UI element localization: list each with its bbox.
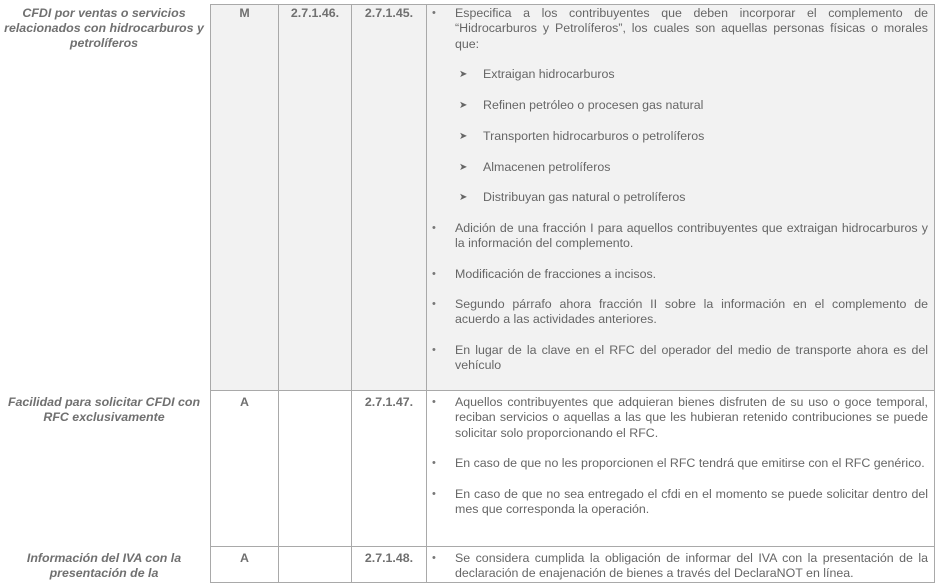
- list-item: • Modificación de fracciones a incisos.: [427, 267, 928, 282]
- table-row: [0, 391, 935, 547]
- rule-new-number: 2.7.1.45.: [352, 5, 427, 391]
- list-item: [427, 6, 928, 206]
- bullet-list: [427, 395, 928, 517]
- rule-new-number: 2.7.1.47.: [352, 391, 427, 547]
- bullet-text: Especifica a los contribuyentes que deben incorporar el complemento de “Hidrocarburos y Petrolíferos”, los cuales son aquellas personas físicas o morales que:: [455, 6, 928, 51]
- list-item: • En lugar de la clave en el RFC del operador del medio de transporte ahora es del vehículo: [427, 343, 928, 374]
- sub-list-item: ➤ Refinen petróleo o procesen gas natural: [459, 98, 704, 113]
- sub-list-item: ➤ Distribuyan gas natural o petrolíferos: [459, 190, 686, 205]
- arrowhead-right-icon: ➤: [459, 69, 468, 81]
- rule-old-number: [279, 547, 352, 583]
- table-row: [0, 5, 935, 391]
- row-topic: Facilidad para solicitar CFDI con RFC exclusivamente: [7, 394, 201, 424]
- rules-table: [0, 4, 935, 583]
- change-type: A: [211, 547, 279, 583]
- list-item: • Se considera cumplida la obligación de informar del IVA con la presentación de la declaración de enajenación de bienes a través del DeclaraNOT en línea.: [427, 551, 928, 582]
- rule-old-number: [279, 391, 352, 547]
- list-item: • Adición de una fracción I para aquellos contribuyentes que extraigan hidrocarburos y la información del complemento.: [427, 221, 928, 252]
- arrowhead-right-icon: ➤: [459, 100, 468, 112]
- sub-list: [455, 67, 928, 206]
- bullet-list: [427, 6, 928, 374]
- rule-new-number: 2.7.1.48.: [352, 547, 427, 583]
- rule-old-number: 2.7.1.46.: [279, 5, 352, 391]
- table-row: [0, 547, 935, 583]
- arrowhead-right-icon: ➤: [459, 161, 468, 173]
- arrowhead-right-icon: ➤: [459, 130, 468, 142]
- arrowhead-right-icon: ➤: [459, 192, 468, 204]
- list-item: • Aquellos contribuyentes que adquieran bienes disfruten de su uso o goce temporal, reciban servicios o aquellas a las que les hubieran retenido contribuciones se puede solicitar solo proporcionando el RFC.: [427, 395, 928, 441]
- list-item: • En caso de que no les proporcionen el RFC tendrá que emitirse con el RFC genérico.: [427, 456, 928, 471]
- rule-description: [427, 547, 935, 583]
- list-item: • Segundo párrafo ahora fracción II sobre la información en el complemento de acuerdo a las actividades anteriores.: [427, 297, 928, 328]
- sub-list-item: ➤ Almacenen petrolíferos: [459, 159, 611, 174]
- row-topic: Información del IVA con la presentación de la: [26, 550, 182, 580]
- change-type: M: [211, 5, 279, 391]
- rule-description: [427, 391, 935, 547]
- sub-list-item: ➤ Transporten hidrocarburos o petrolíferos: [459, 128, 705, 143]
- bullet-list: [427, 551, 928, 582]
- rule-description: [427, 5, 935, 391]
- list-item: • En caso de que no sea entregado el cfdi en el momento se puede solicitar dentro del mes que corresponda la operación.: [427, 487, 928, 518]
- sub-list-item: ➤ Extraigan hidrocarburos: [459, 67, 615, 82]
- row-topic: CFDI por ventas o servicios relacionados con hidrocarburos y petrolíferos: [4, 5, 204, 50]
- change-type: A: [211, 391, 279, 547]
